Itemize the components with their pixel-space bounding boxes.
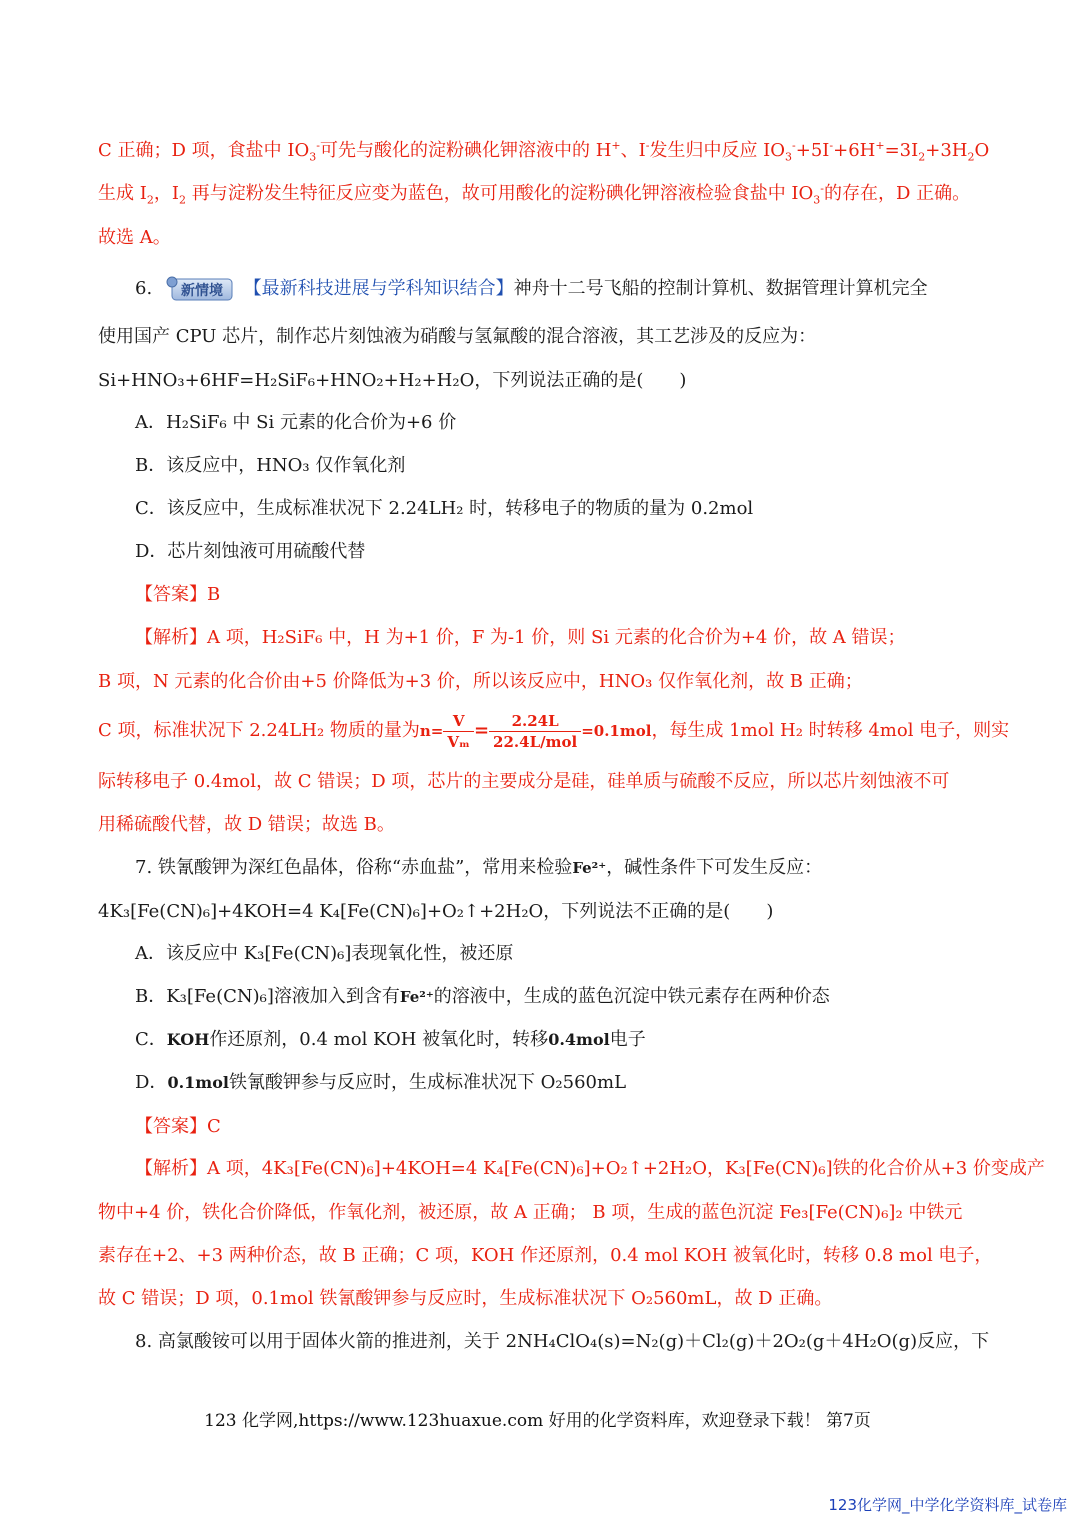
option-b: B．该反应中，HNO₃ 仅作氧化剂: [135, 455, 406, 476]
analysis-line: 际转移电子 0.4mol，故 C 错误；D 项，芯片的主要成分是硅，硅单质与硫酸不反应，所以芯片刻蚀液不可: [98, 771, 950, 792]
option-a: A．H₂SiF₆ 中 Si 元素的化合价为+6 价: [135, 412, 457, 433]
option-d: D．芯片刻蚀液可用硫酸代替: [135, 541, 366, 562]
analysis-line: B 项，N 元素的化合价由+5 价降低为+3 价，所以该反应中，HNO₃ 仅作氧化剂，故 B 正确；: [98, 671, 863, 692]
option-d: D．0.1mol铁氰酸钾参与反应时，生成标准状况下 O₂560mL: [135, 1072, 627, 1093]
new-context-badge: [164, 276, 234, 302]
question-number: 6.: [135, 278, 153, 299]
fraction-224: $\frac{2.24L}{\text{22.4L/mol}}$: [489, 711, 581, 752]
watermark-link[interactable]: 123化学网_中学化学资料库_试卷库: [828, 1496, 1067, 1514]
question-6-stem: 6. 新情境 【最新科技进展与学科知识结合】神舟十二号飞船的控制计算机、数据管理计算机完全: [135, 274, 980, 304]
option-c: C．该反应中，生成标准状况下 2.24LH₂ 时，转移电子的物质的量为 0.2mol: [135, 498, 754, 519]
analysis-line: C 正确；D 项，食盐中 $IO_3^-$可先与酸化的淀粉碘化钾溶液中的 H+、I-发生归中反应 $IO_3^-+5I^-+6H^+=3I_2+3H_2O$: [98, 139, 990, 164]
question-6-stem-2: 使用国产 CPU 芯片，制作芯片刻蚀液为硝酸与氢氟酸的混合溶液，其工艺涉及的反应为：: [98, 326, 817, 347]
analysis-line: 【解析】A 项，4K₃[Fe(CN)₆]+4KOH=4 K₄[Fe(CN)₆]+O₂↑+2H₂O，K₃[Fe(CN)₆]铁的化合价从+3 价变成产: [135, 1158, 1045, 1179]
page-footer: 123 化学网,https://www.123huaxue.com 好用的化学资料库，欢迎登录下载！ 第7页: [204, 1411, 871, 1431]
answer: 【答案】C: [135, 1116, 221, 1137]
analysis-line: 物中+4 价，铁化合价降低，作氧化剂，被还原，故 A 正确； B 项，生成的蓝色沉淀 Fe₃[Fe(CN)₆]₂ 中铁元: [98, 1202, 963, 1223]
analysis-line: 故选 A。: [98, 227, 171, 248]
analysis-line: 素存在+2、+3 两种价态，故 B 正确；C 项，KOH 作还原剂，0.4 mol KOH 被氧化时，转移 0.8 mol 电子，: [98, 1245, 993, 1266]
svg-text:新情境: 新情境: [180, 283, 223, 299]
question-tag: 【最新科技进展与学科知识结合】: [243, 278, 514, 299]
question-6-equation: Si+HNO₃+6HF=H₂SiF₆+HNO₂+H₂+H₂O，下列说法正确的是( ): [98, 370, 687, 391]
question-8-stem: 8. 高氯酸铵可以用于固体火箭的推进剂，关于 2NH₄ClO₄(s)=N₂(g)＋Cl₂(g)＋2O₂(g＋4H₂O(g)反应，下: [135, 1331, 990, 1352]
analysis-line: 用稀硫酸代替，故 D 错误；故选 B。: [98, 814, 395, 835]
option-b: B．K₃[Fe(CN)₆]溶液加入到含有Fe²⁺的溶液中，生成的蓝色沉淀中铁元素存在两种价态: [135, 986, 830, 1007]
fraction-v-vm: $\frac{V}{\text{Vₘ}}$: [443, 711, 474, 752]
question-7-equation: 4K₃[Fe(CN)₆]+4KOH=4 K₄[Fe(CN)₆]+O₂↑+2H₂O，下列说法不正确的是( ): [98, 901, 774, 922]
answer: 【答案】B: [135, 584, 221, 605]
option-c: C．KOH作还原剂，0.4 mol KOH 被氧化时，转移0.4mol电子: [135, 1029, 646, 1050]
analysis-line: 故 C 错误；D 项，0.1mol 铁氰酸钾参与反应时，生成标准状况下 O₂560mL，故 D 正确。: [98, 1288, 833, 1309]
analysis-line: 生成 $I_2$，$I_2$ 再与淀粉发生特征反应变为蓝色，故可用酸化的淀粉碘化钾溶液检验食盐中 $IO_3^-$的存在，D 正确。: [98, 182, 971, 207]
analysis-line: 【解析】A 项，H₂SiF₆ 中，H 为+1 价，F 为-1 价，则 Si 元素的化合价为+4 价，故 A 错误；: [135, 627, 906, 648]
option-a: A．该反应中 K₃[Fe(CN)₆]表现氧化性，被还原: [135, 943, 514, 964]
question-7-stem: 7. 铁氰酸钾为深红色晶体，俗称“赤血盐”，常用来检验Fe²⁺，碱性条件下可发生反应：: [135, 857, 823, 878]
analysis-line-formula: C 项，标准状况下 2.24LH₂ 物质的量为n= $\frac{V}{\text{Vₘ}}$ = $\frac{2.24L}{\text{22.4L/mol}}$ =0.1mol，每生成 1mol H₂ 时转移 4mol 电子，则实: [98, 711, 1010, 751]
